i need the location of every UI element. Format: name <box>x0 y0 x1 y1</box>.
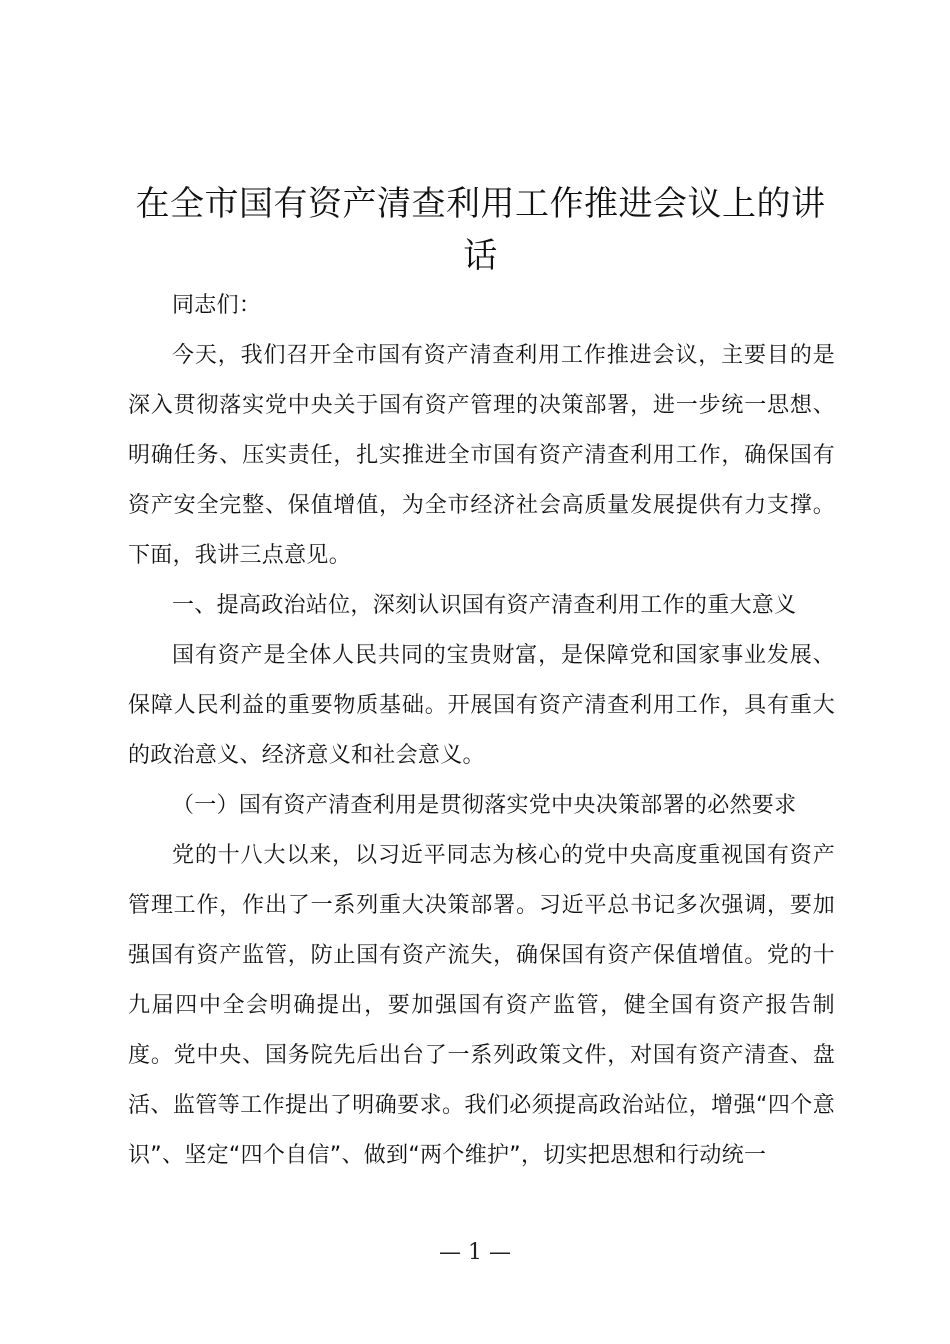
greeting: 同志们： <box>172 293 262 318</box>
paragraph-subsection-1: 党的十八大以来，以习近平同志为核心的党中央高度重视国有资产管理工作，作出了一系列重大决策部署。习近平总书记多次强调，要加强国有资产监管，防止国有资产流失，确保国有资产保值增值。党的十九届四中全会明确提出，要加强国有资产监管，健全国有资产报告制度。党中央、国务院先后出台了一系列政策文件，对国有资产清查、盘活、监管等工作提出了明确要求。我们必须提高政治站位，增强“四个意识”、坚定“四个自信”、做到“两个维护”，切实把思想和行动统一 <box>128 843 835 1168</box>
subsection-heading-1: （一）国有资产清查利用是贯彻落实党中央决策部署的必然要求 <box>172 793 797 818</box>
document-title: 在全市国有资产清查利用工作推进会议上的讲话 <box>135 184 826 276</box>
page-number: — 1 — <box>439 1240 511 1265</box>
section-heading-1: 一、提高政治站位，深刻认识国有资产清查利用工作的重大意义 <box>172 593 797 618</box>
paragraph-section-1: 国有资产是全体人民共同的宝贵财富，是保障党和国家事业发展、保障人民利益的重要物质基础。开展国有资产清查利用工作，具有重大的政治意义、经济意义和社会意义。 <box>128 643 835 768</box>
document-body <box>128 281 835 1181</box>
paragraph-intro: 今天，我们召开全市国有资产清查利用工作推进会议，主要目的是深入贯彻落实党中央关于国有资产管理的决策部署，进一步统一思想、明确任务、压实责任，扎实推进全市国有资产清查利用工作，确保国有资产安全完整、保值增值，为全市经济社会高质量发展提供有力支撑。下面，我讲三点意见。 <box>128 343 835 568</box>
